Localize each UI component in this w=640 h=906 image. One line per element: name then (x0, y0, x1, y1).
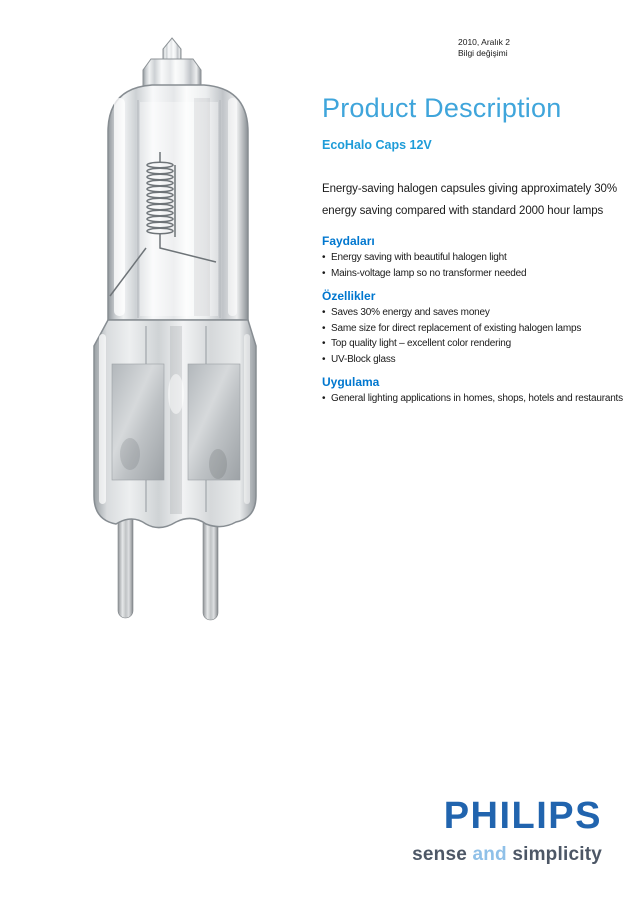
document-date (458, 37, 510, 59)
section-benefits-heading: Faydaları (322, 234, 375, 248)
philips-logo: PHILIPS (443, 795, 602, 837)
halogen-capsule-lamp-image (86, 34, 264, 634)
document-date-line2: Bilgi değişimi (458, 48, 508, 58)
section-benefits-list (322, 250, 622, 281)
section-application (322, 375, 622, 407)
section-features (322, 289, 622, 367)
intro-paragraph: Energy-saving halogen capsules giving approximately 30% energy saving compared with standard 2000 hour lamps (322, 183, 617, 217)
list-item: • General lighting applications in homes, shops, hotels and restaurants (322, 391, 622, 407)
brand-tagline (412, 844, 602, 866)
tagline-sense: sense (412, 844, 467, 865)
page-title: Product Description (322, 93, 562, 123)
list-item: • Energy saving with beautiful halogen light (322, 250, 622, 266)
product-name: EcoHalo Caps 12V (322, 138, 432, 152)
tagline-simplicity: simplicity (512, 844, 602, 865)
document-date-line1: 2010, Aralık 2 (458, 37, 510, 47)
section-application-list (322, 391, 622, 407)
list-item: • Mains-voltage lamp so no transformer needed (322, 266, 622, 282)
section-features-list (322, 305, 622, 367)
section-features-heading: Özellikler (322, 289, 376, 303)
content-column (322, 93, 622, 407)
section-application-heading: Uygulama (322, 375, 380, 389)
lamp-tip-collar (143, 59, 201, 86)
tagline-and: and (472, 844, 507, 865)
brand-footer (412, 796, 602, 866)
list-item: • Top quality light – excellent color rendering (322, 336, 622, 352)
lamp-tip (163, 38, 181, 59)
section-benefits (322, 234, 622, 281)
list-item: • Saves 30% energy and saves money (322, 305, 622, 321)
list-item: • Same size for direct replacement of existing halogen lamps (322, 321, 622, 337)
product-photo (86, 34, 264, 634)
list-item: • UV-Block glass (322, 352, 622, 368)
